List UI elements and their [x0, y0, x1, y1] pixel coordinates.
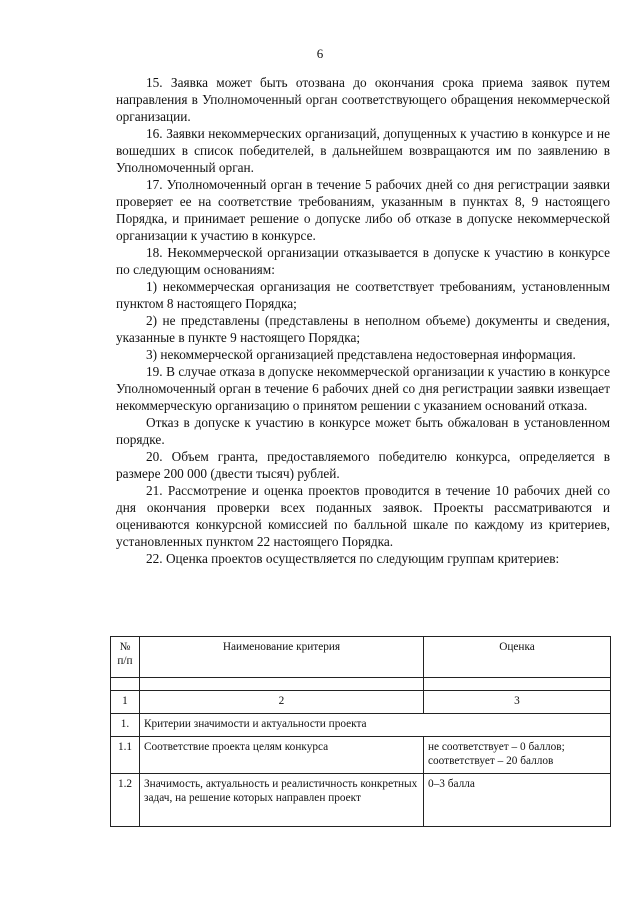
header-number: № п/п: [111, 637, 140, 678]
paragraph-15: 15. Заявка может быть отозвана до окончания срока приема заявок путем направления в Уполномоченный орган соответствующего обращения некоммерческой организации.: [116, 75, 610, 124]
paragraph-21: 21. Рассмотрение и оценка проектов проводится в течение 10 рабочих дней со дня окончания проверки всех поданных заявок. Проекты рассматриваются и оцениваются конкурсной комиссией по балльной шкале по каждому из критериев, установленных пунктом 22 настоящего Порядка.: [116, 483, 610, 549]
row-criterion: Соответствие проекта целям конкурса: [140, 737, 424, 774]
paragraph-20: 20. Объем гранта, предоставляемого победителю конкурса, определяется в размере 200 000 (двести тысяч) рублей.: [116, 449, 610, 481]
table-row: [111, 774, 611, 827]
list-item-1: 1) некоммерческая организация не соответствует требованиям, установленным пунктом 8 настоящего Порядка;: [116, 279, 610, 311]
page-number: 6: [316, 46, 324, 61]
column-number-row: [111, 691, 611, 714]
paragraph-19-appeal: Отказ в допуске к участию в конкурсе может быть обжалован в установленном порядке.: [116, 415, 610, 447]
column-number-3: 3: [424, 691, 611, 714]
paragraph-22: 22. Оценка проектов осуществляется по следующим группам критериев:: [146, 551, 560, 566]
row-number: 1.2: [111, 774, 140, 827]
section-title: Критерии значимости и актуальности проекта: [140, 714, 611, 737]
document-body: [116, 74, 610, 567]
criteria-table: [110, 636, 611, 827]
paragraph-17: 17. Уполномоченный орган в течение 5 рабочих дней со дня регистрации заявки проверяет ее на соответствие требованиям, указанным в пунктах 8, 9 настоящего Порядка, и принимает решение о допуске либо об отказе в допуске некоммерческой организации к участию в конкурсе.: [116, 177, 610, 243]
row-score: не соответствует – 0 баллов; соответствует – 20 баллов: [424, 737, 611, 774]
list-item-3: 3) некоммерческой организацией представлена недостоверная информация.: [146, 347, 576, 362]
header-score: Оценка: [424, 637, 611, 678]
header-criterion: Наименование критерия: [140, 637, 424, 678]
row-number: 1.1: [111, 737, 140, 774]
list-item-2: 2) не представлены (представлены в неполном объеме) документы и сведения, указанные в пункте 9 настоящего Порядка;: [116, 313, 610, 345]
table-header-row: [111, 637, 611, 678]
table-row: [111, 737, 611, 774]
table-spacer-row: [111, 678, 611, 691]
row-criterion: Значимость, актуальность и реалистичность конкретных задач, на решение которых направлен проект: [140, 774, 424, 827]
row-score: 0–3 балла: [424, 774, 611, 827]
column-number-2: 2: [140, 691, 424, 714]
section-number: 1.: [111, 714, 140, 737]
column-number-1: 1: [111, 691, 140, 714]
paragraph-18: 18. Некоммерческой организации отказывается в допуске к участию в конкурсе по следующим основаниям:: [116, 245, 610, 277]
paragraph-16: 16. Заявки некоммерческих организаций, допущенных к участию в конкурсе и не вошедших в список победителей, в дальнейшем возвращаются им по заявлению в Уполномоченный орган.: [116, 126, 610, 175]
table-section-row: [111, 714, 611, 737]
paragraph-19: 19. В случае отказа в допуске некоммерческой организации к участию в конкурсе Уполномоченный орган в течение 6 рабочих дней со дня регистрации заявки извещает некоммерческую организацию о принятом решении с указанием оснований отказа.: [116, 364, 610, 413]
